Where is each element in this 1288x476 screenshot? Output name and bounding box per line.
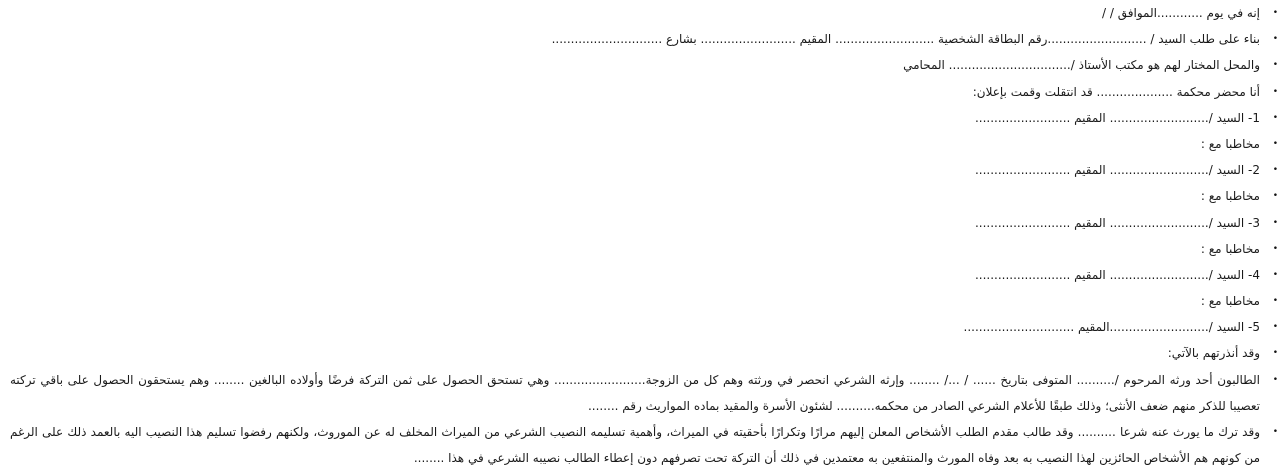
paragraph-estate (0, 419, 1288, 471)
paragraph-text: وقد ترك ما يورث عنه شرعا .......... وقد طالب مقدم الطلب الأشخاص المعلن إليهم مرارًا وتكرارًا بأحقيته في الميراث، وأهمية تسليمه النصيب الشرعي من الميراث المخلف له عن الموروث، ولكنهم رفضوا تسليم هذا النصيب اليه بالعمد ذلك على الرغم من كونهم هم الأشخاص الحائزين لهذا النصيب به بعد وفاه المورث والمنتفعين به معتمدين في ذلك أن التركة تحت تصرفهم دون إعطاء الطالب نصيبه الشرعي في هذا ........ (10, 425, 1260, 466)
line-party-4 (0, 262, 1288, 288)
line-addressed-3 (0, 236, 1288, 262)
line-notice-intro (0, 340, 1288, 366)
line-date (0, 0, 1288, 26)
line-requester (0, 26, 1288, 52)
line-text: وقد أنذرتهم بالآتي: (1167, 346, 1260, 361)
paragraph-heirs (0, 367, 1288, 419)
line-text: مخاطبا مع : (1200, 189, 1260, 204)
line-text: 5- السيد /..........................المقيم ............................. (963, 320, 1260, 335)
line-text: بناء على طلب السيد / ..........................رقم البطاقة الشخصية .......................... المقيم ......................... بشارع ............................. (551, 32, 1260, 47)
line-text: 3- السيد /.......................... المقيم ......................... (974, 215, 1260, 230)
paragraph-text: الطالبون أحد ورثه المرحوم /.......... المتوفى بتاريخ ...... / .../ ........ وإرثه الشرعي انحصر في ورثته وهم كل من الزوجة........................ وهي تستحق الحصول على ثمن التركة فرضًا وأولاده البالغين ........ وهم يستحقون الحصول على باقي تركته تعصيبا للذكر منهم ضعف الأنثى؛ وذلك طبقًا للأعلام الشرعي الصادر من محكمه.......... لشئون الأسرة والمقيد بماده المواريث رقم ........ (10, 372, 1260, 413)
bullet-icon: • (1272, 269, 1278, 280)
line-text: 2- السيد /.......................... المقيم ......................... (974, 163, 1260, 178)
line-party-5 (0, 314, 1288, 340)
line-text: إنه في يوم ............الموافق / / (1102, 6, 1260, 20)
bullet-icon: • (1272, 165, 1278, 176)
bullet-icon: • (1272, 138, 1278, 149)
bullet-icon: • (1272, 86, 1278, 97)
bullet-icon: • (1272, 374, 1278, 385)
bullet-icon: • (1272, 296, 1278, 307)
line-text: مخاطبا مع : (1200, 294, 1260, 309)
bullet-icon: • (1272, 348, 1278, 359)
line-text: أنا محضر محكمة .................... قد انتقلت وقمت بإعلان: (972, 84, 1260, 99)
line-addressed-1 (0, 131, 1288, 157)
bullet-icon: • (1272, 112, 1278, 123)
line-party-2 (0, 157, 1288, 183)
bullet-icon: • (1272, 243, 1278, 254)
line-party-3 (0, 210, 1288, 236)
line-chosen-address (0, 52, 1288, 78)
bullet-icon: • (1272, 8, 1278, 18)
bullet-icon: • (1272, 60, 1278, 71)
bullet-icon: • (1272, 34, 1278, 45)
bullet-icon: • (1272, 191, 1278, 202)
line-addressed-4 (0, 288, 1288, 314)
line-bailiff (0, 79, 1288, 105)
line-text: مخاطبا مع : (1200, 136, 1260, 151)
line-text: مخاطبا مع : (1200, 241, 1260, 256)
line-text: والمحل المختار لهم هو مكتب الأستاذ /................................ المحامي (903, 58, 1260, 73)
bullet-icon: • (1272, 217, 1278, 228)
line-party-1 (0, 105, 1288, 131)
bullet-icon: • (1272, 322, 1278, 333)
bullet-icon: • (1272, 427, 1278, 438)
line-addressed-2 (0, 183, 1288, 209)
line-text: 1- السيد /.......................... المقيم ......................... (974, 110, 1260, 125)
line-text: 4- السيد /.......................... المقيم ......................... (974, 267, 1260, 282)
